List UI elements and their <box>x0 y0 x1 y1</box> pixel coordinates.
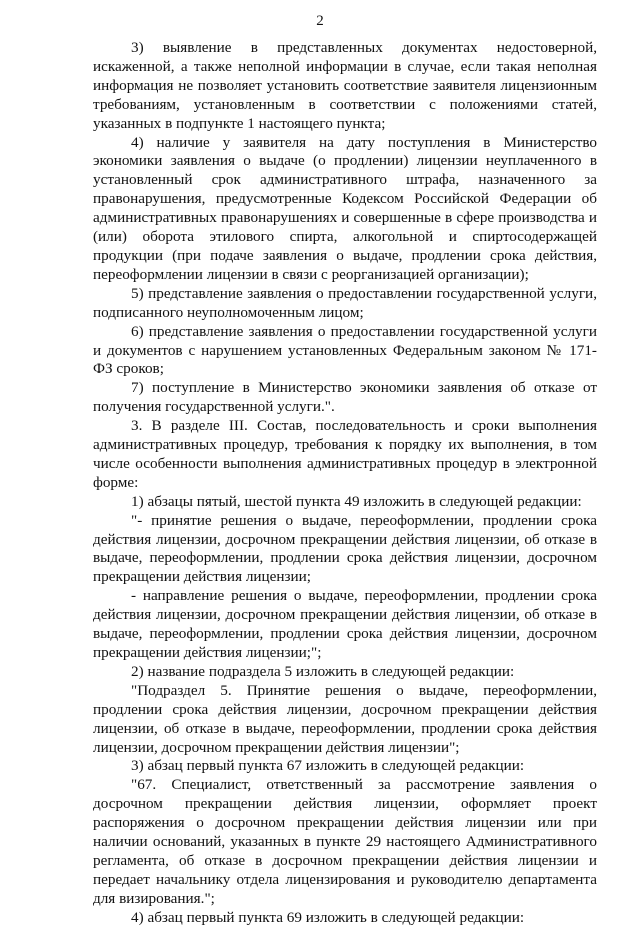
paragraph-amend-point-69: 4) абзац первый пункта 69 изложить в следующей редакции: <box>131 908 525 926</box>
paragraph-amend-subsection-5: 2) название подраздела 5 изложить в следующей редакции: <box>131 662 515 680</box>
paragraph-quote-decision: "- принятие решения о выдаче, переоформлении, продлении срока действия лицензии, досрочном прекращении действия лицензии, об отказе в выдаче, переоформлении, продлении срока действия лицензии, досрочном прекращении действия лицензии; <box>93 511 597 586</box>
paragraph-item-7-refusal-request: 7) поступление в Министерство экономики заявления об отказе от получения государственной услуги.". <box>93 379 597 416</box>
paragraph-amend-point-49: 1) абзацы пятый, шестой пункта 49 изложить в следующей редакции: <box>131 492 582 510</box>
paragraph-item-5-unauthorized-signature: 5) представление заявления о предоставлении государственной услуги, подписанного неуполномоченным лицом; <box>93 284 597 321</box>
paragraph-quote-point-67: "67. Специалист, ответственный за рассмотрение заявления о досрочном прекращении действия лицензии, оформляет проект распоряжения о досрочном прекращении действия лицензии или при наличии оснований, указанных в пункте 29 настоящего Административного регламента, об отказе в досрочном прекращении действия лицензии и передает начальнику отдела лицензирования и руководителю департамента для визирования."; <box>93 776 597 907</box>
paragraph-item-3-unreliable-info: 3) выявление в представленных документах недостоверной, искаженной, а также неполной информации в случае, если такая неполная информация не позволяет установить соответствие заявителя лицензионным требованиям, установленным в соответствии с положениями статей, указанных в подпункте 1 настоящего пункта; <box>93 39 597 132</box>
paragraph-section-3-amendments: 3. В разделе III. Состав, последовательность и сроки выполнения административных процедур, требования к порядку их выполнения, в том числе особенности выполнения административных процедур в электронной форме: <box>93 417 597 491</box>
page-number: 2 <box>316 13 324 29</box>
paragraph-amend-point-67: 3) абзац первый пункта 67 изложить в следующей редакции: <box>131 757 525 775</box>
paragraph-item-4-unpaid-fine: 4) наличие у заявителя на дату поступления в Министерство экономики заявления о выдаче (о продлении) лицензии неуплаченного в установленный срок административного штрафа, назначенного за правонарушения, предусмотренные Кодексом Российской Федерации об административных правонарушениях и совершенные в сфере производства и (или) оборота этилового спирта, алкогольной и спиртосодержащей продукции (при подаче заявления о выдаче, продлении срока действия, переоформлении лицензии в связи с реорганизацией организации); <box>93 133 597 283</box>
paragraph-quote-subsection-5: "Подраздел 5. Принятие решения о выдаче, переоформлении, продлении срока действия лицензии, досрочном прекращении действия лицензии, об отказе в выдаче, переоформлении, продлении срока действия лицензии, досрочном прекращении действия лицензии"; <box>93 681 597 756</box>
paragraph-item-6-deadline-violation: 6) представление заявления о предоставлении государственной услуги и документов с нарушением установленных Федеральным законом № 171-ФЗ сроков; <box>93 322 597 378</box>
document-body <box>93 39 597 928</box>
paragraph-quote-sending-decision: - направление решения о выдаче, переоформлении, продлении срока действия лицензии, досрочном прекращении действия лицензии, об отказе в выдаче, переоформлении, продлении срока действия лицензии, досрочном прекращении действия лицензии;"; <box>93 587 597 661</box>
